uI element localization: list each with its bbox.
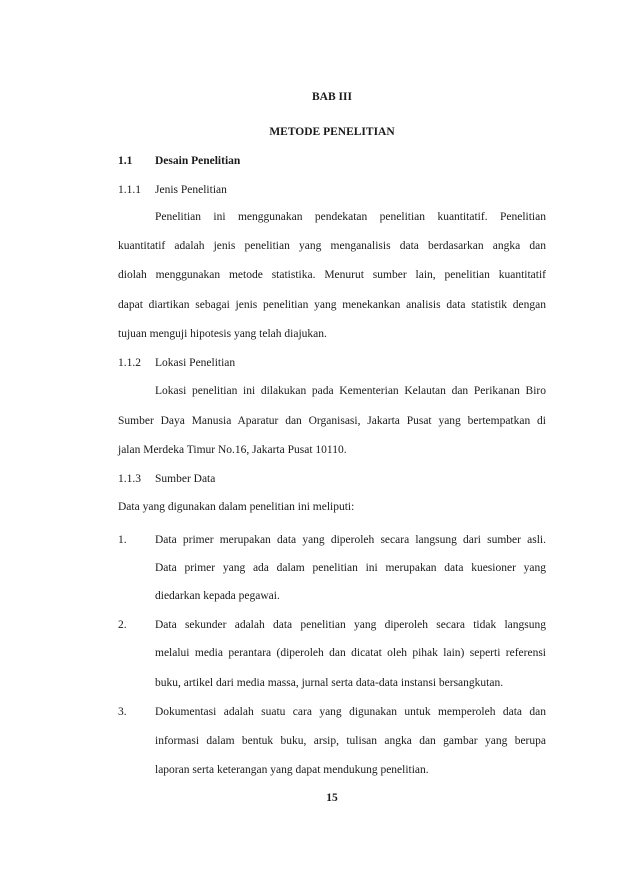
paragraph-line: Sumber Daya Manusia Aparatur dan Organisasi, Jakarta Pusat yang bertempatkan di [118, 415, 546, 427]
page-number: 15 [326, 792, 338, 804]
paragraph-line: Lokasi penelitian ini dilakukan pada Kementerian Kelautan dan Perikanan Biro [155, 385, 546, 397]
list-item-line: informasi dalam bentuk buku, arsip, tulisan angka dan gambar yang berupa [155, 735, 546, 747]
subsection-title: Sumber Data [155, 473, 216, 485]
list-item-line: diedarkan kepada pegawai. [155, 590, 280, 602]
paragraph-line: diolah menggunakan metode statistika. Menurut sumber lain, penelitian kuantitatif [118, 269, 546, 281]
subsection-title: Lokasi Penelitian [155, 357, 236, 369]
list-item-line: Data sekunder adalah data penelitian yang diperoleh secara tidak langsung [155, 619, 546, 631]
paragraph-line: jalan Merdeka Timur No.16, Jakarta Pusat 10110. [118, 444, 347, 456]
section-number: 1.1 [118, 155, 133, 167]
paragraph-line: Penelitian ini menggunakan pendekatan penelitian kuantitatif. Penelitian [155, 211, 546, 223]
list-item-line: Data primer yang ada dalam penelitian ini merupakan data kuesioner yang [155, 562, 546, 574]
chapter-title: METODE PENELITIAN [269, 126, 395, 138]
list-item-line: Data primer merupakan data yang diperoleh secara langsung dari sumber asli. [155, 534, 546, 546]
paragraph-line: dapat diartikan sebagai jenis penelitian yang menekankan analisis data statistik dengan [118, 299, 546, 311]
list-item-line: Dokumentasi adalah suatu cara yang digunakan untuk memperoleh data dan [155, 706, 546, 718]
chapter-number: BAB III [312, 91, 352, 103]
list-item-line: melalui media perantara (diperoleh dan dicatat oleh pihak lain) seperti referensi [155, 647, 546, 659]
list-item-line: laporan serta keterangan yang dapat mendukung penelitian. [155, 764, 429, 776]
list-intro: Data yang digunakan dalam penelitian ini meliputi: [118, 501, 355, 513]
section-title: Desain Penelitian [155, 155, 241, 167]
subsection-number: 1.1.2 [118, 357, 141, 369]
list-item-number: 1. [118, 534, 127, 546]
subsection-number: 1.1.1 [118, 184, 141, 196]
subsection-title: Jenis Penelitian [155, 184, 227, 196]
paragraph-line: tujuan menguji hipotesis yang telah diajukan. [118, 328, 327, 340]
list-item-number: 3. [118, 706, 127, 718]
list-item-number: 2. [118, 619, 127, 631]
paragraph-line: kuantitatif adalah jenis penelitian yang menganalisis data berdasarkan angka dan [118, 240, 546, 252]
subsection-number: 1.1.3 [118, 473, 141, 485]
list-item-line: buku, artikel dari media massa, jurnal serta data-data instansi bersangkutan. [155, 677, 504, 689]
